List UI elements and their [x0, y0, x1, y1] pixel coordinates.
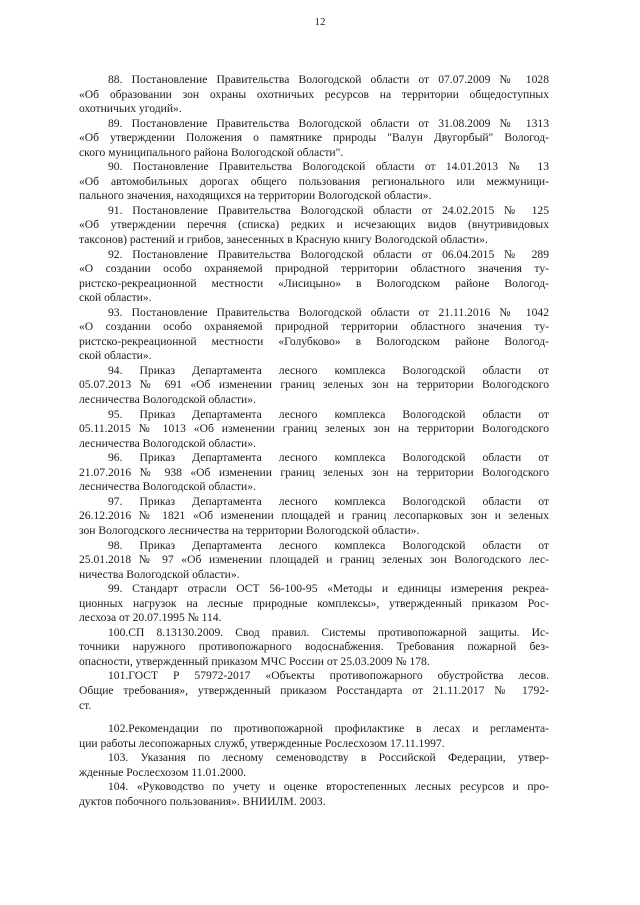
- reference-entry: [79, 306, 549, 364]
- reference-line: 102.Рекомендации по противопожарной профилактике в лесах и регламента-: [108, 722, 549, 736]
- reference-entry: [79, 73, 549, 117]
- reference-entry: [79, 669, 549, 713]
- reference-line: ской области».: [79, 349, 152, 363]
- reference-line: Общие требования», утвержденный приказом Росстандарта от 21.11.2017 № 1792-: [79, 683, 549, 697]
- reference-line: ристско-рекреационной местности «Лисицыно» в Вологодском районе Вологод-: [79, 276, 549, 290]
- reference-line: 96. Приказ Департамента лесного комплекса Вологодской области от: [108, 451, 549, 465]
- reference-line: 90. Постановление Правительства Вологодской области от 14.01.2013 № 13: [108, 160, 549, 174]
- reference-line: 89. Постановление Правительства Вологодской области от 31.08.2009 № 1313: [108, 116, 549, 130]
- reference-entry: [79, 451, 549, 495]
- reference-line: точники наружного противопожарного водоснабжения. Требования пожарной без-: [79, 640, 549, 654]
- reference-entry: [79, 408, 549, 452]
- reference-line: ской области».: [79, 291, 152, 305]
- reference-line: опасности, утвержденный приказом МЧС России от 25.03.2009 № 178.: [79, 654, 430, 668]
- reference-entry: [79, 539, 549, 583]
- reference-line: «Об утверждении перечня (списка) редких и исчезающих видов (внутривидовых: [79, 218, 549, 232]
- reference-entry: [79, 117, 549, 161]
- reference-line: ции работы лесопожарных служб, утвержденные Рослесхозом 17.11.1997.: [79, 736, 445, 750]
- reference-line: лесхоза от 20.07.1995 № 114.: [79, 611, 222, 625]
- reference-entry: [79, 780, 549, 809]
- reference-line: 98. Приказ Департамента лесного комплекса Вологодской области от: [108, 538, 549, 552]
- reference-line: 94. Приказ Департамента лесного комплекса Вологодской области от: [108, 363, 549, 377]
- reference-line: 25.01.2018 № 97 «Об изменении площадей и границ зеленых зон Вологодского лес-: [79, 553, 549, 567]
- reference-entry: [79, 160, 549, 204]
- reference-entry: [79, 204, 549, 248]
- reference-line: 26.12.2016 № 1821 «Об изменении площадей и границ лесопарковых зон и зеленых: [79, 509, 549, 523]
- reference-line: зон Вологодского лесничества на территории Вологодской области».: [79, 523, 420, 537]
- reference-line: пального значения, находящихся на территории Вологодской области».: [79, 189, 432, 203]
- reference-line: 99. Стандарт отрасли ОСТ 56-100-95 «Методы и единицы измерения рекреа-: [108, 582, 549, 596]
- document-body: [79, 73, 549, 809]
- reference-line: 93. Постановление Правительства Вологодской области от 21.11.2016 № 1042: [108, 305, 549, 319]
- reference-line: 104. «Руководство по учету и оценке второстепенных лесных ресурсов и про-: [108, 780, 549, 794]
- page-number: 12: [314, 16, 326, 28]
- reference-line: охотничьих угодий».: [79, 102, 182, 116]
- reference-line: 21.07.2016 № 938 «Об изменении границ зеленых зон на территории Вологодского: [79, 465, 549, 479]
- reference-line: ст.: [79, 698, 92, 712]
- reference-line: 88. Постановление Правительства Вологодской области от 07.07.2009 № 1028: [108, 73, 549, 86]
- reference-line: 101.ГОСТ Р 57972-2017 «Объекты противопожарного обустройства лесов.: [108, 669, 549, 683]
- reference-entry: [79, 248, 549, 306]
- reference-line: 95. Приказ Департамента лесного комплекса Вологодской области от: [108, 407, 549, 421]
- reference-line: «Об автомобильных дорогах общего пользования регионального или межмуници-: [79, 174, 549, 188]
- reference-entry: [79, 582, 549, 626]
- reference-line: «О создании особо охраняемой природной территории областного значения ту-: [79, 320, 549, 334]
- reference-line: 97. Приказ Департамента лесного комплекса Вологодской области от: [108, 494, 549, 508]
- reference-line: дуктов побочного пользования». ВНИИЛМ. 2003.: [79, 794, 326, 808]
- reference-line: ского муниципального района Вологодской области".: [79, 145, 344, 159]
- reference-line: 100.СП 8.13130.2009. Свод правил. Системы противопожарной защиты. Ис-: [108, 625, 549, 639]
- reference-line: 05.07.2013 № 691 «Об изменении границ зеленых зон на территории Вологодского: [79, 378, 549, 392]
- reference-line: 05.11.2015 № 1013 «Об изменении границ зеленых зон на территории Вологодского: [79, 422, 549, 436]
- paragraph-gap: [79, 713, 549, 722]
- reference-line: «Об утверждении Положения о памятнике природы "Валун Двугорбый" Вологод-: [79, 131, 549, 145]
- reference-entry: [79, 722, 549, 751]
- reference-line: ционных нагрузок на лесные природные комплексы», утвержденный приказом Рос-: [79, 596, 549, 610]
- reference-entry: [79, 751, 549, 780]
- reference-line: таксонов) растений и грибов, занесенных в Красную книгу Вологодской области».: [79, 233, 488, 247]
- reference-line: 92. Постановление Правительства Вологодской области от 06.04.2015 № 289: [108, 247, 549, 261]
- reference-line: «О создании особо охраняемой природной территории областного значения ту-: [79, 262, 549, 276]
- reference-line: лесничества Вологодской области».: [79, 480, 256, 494]
- reference-entry: [79, 364, 549, 408]
- reference-line: 91. Постановление Правительства Вологодской области от 24.02.2015 № 125: [108, 203, 549, 217]
- reference-line: «Об образовании зон охраны охотничьих ресурсов на территории общедоступных: [79, 87, 549, 101]
- reference-line: ничества Вологодской области».: [79, 567, 240, 581]
- reference-line: ристско-рекреационной местности «Голубково» в Вологодском районе Вологод-: [79, 334, 549, 348]
- reference-line: лесничества Вологодской области».: [79, 393, 256, 407]
- reference-line: лесничества Вологодской области».: [79, 436, 256, 450]
- reference-line: жденные Рослесхозом 11.01.2000.: [79, 765, 247, 779]
- reference-entry: [79, 626, 549, 670]
- reference-line: 103. Указания по лесному семеноводству в Российской Федерации, утвер-: [108, 751, 549, 765]
- reference-entry: [79, 495, 549, 539]
